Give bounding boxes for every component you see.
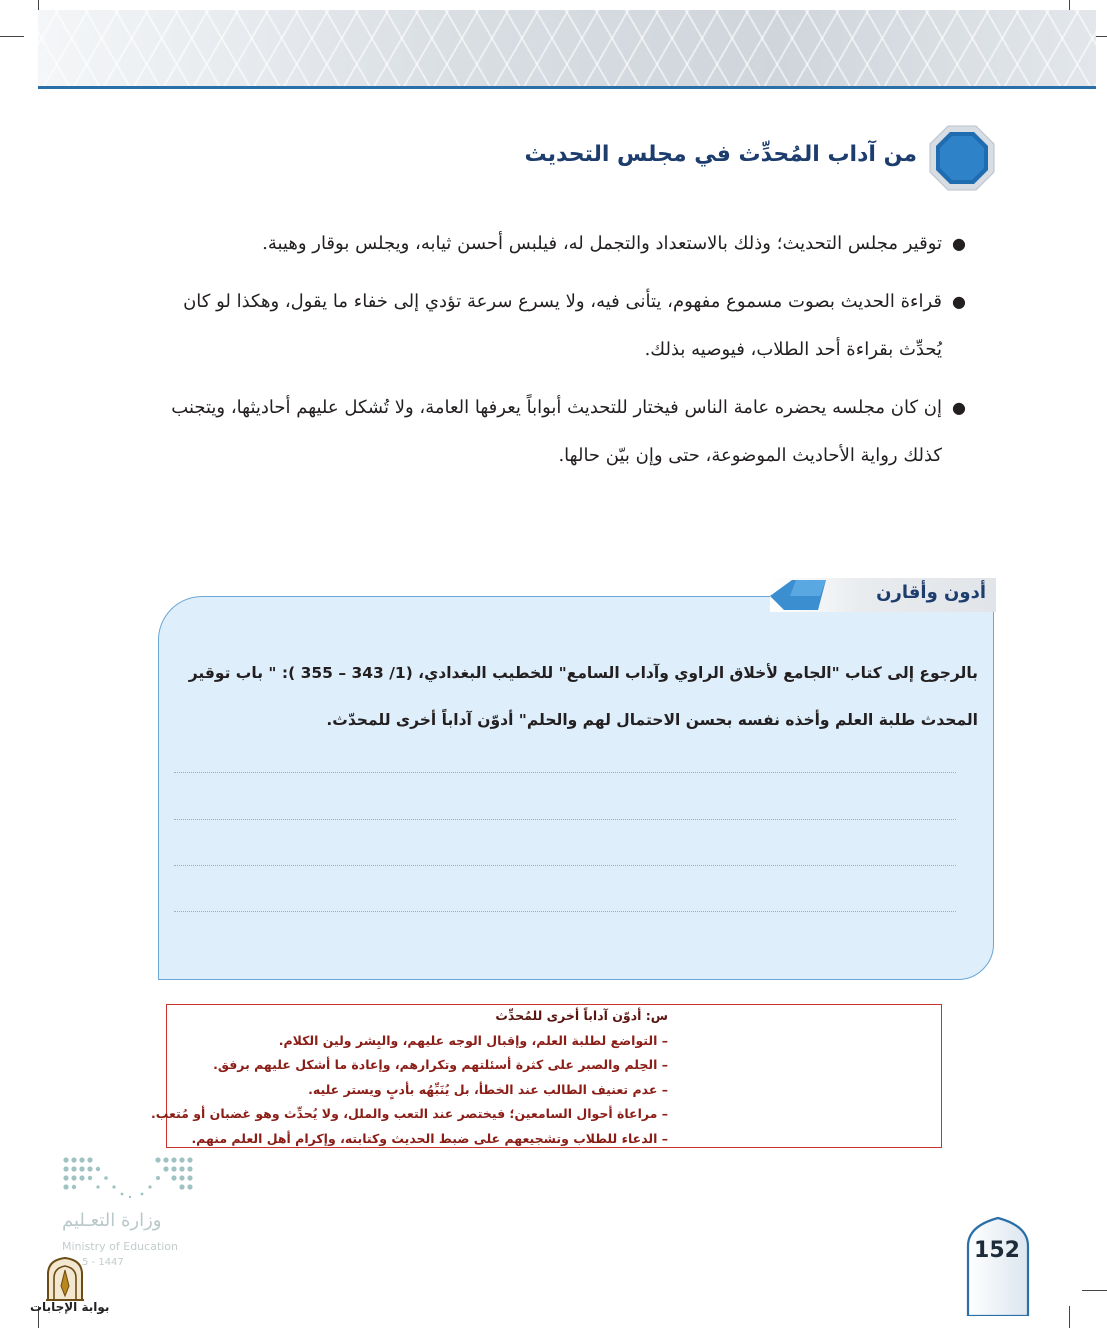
bullet-list xyxy=(150,220,970,490)
answer-writing-line[interactable] xyxy=(174,819,956,820)
bullet-icon: ● xyxy=(952,398,966,417)
activity-title: أدون وأقارن xyxy=(876,582,986,603)
ministry-name-arabic: وزارة التعـليم xyxy=(62,1210,162,1231)
list-item xyxy=(150,384,970,480)
bullet-text: توقير مجلس التحديث؛ وذلك بالاستعداد والتجمل له، فيلبس أحسن ثيابه، ويجلس بوقار وهيبة. xyxy=(262,233,942,254)
answer-item: – التواضع لطلبة العلم، وإقبال الوجه عليهم، والبِشر ولين الكلام. xyxy=(278,1032,668,1048)
answer-item: – مراعاة أحوال السامعين؛ فيختصر عند التعب والملل، ولا يُحدِّث وهو غضبان أو مُتعب. xyxy=(151,1106,668,1121)
answer-item: – الحِلم والصبر على كثرة أسئلتهم وتكرارهم، وإعادة ما أشكل عليهم برفق. xyxy=(213,1057,668,1072)
answer-writing-line[interactable] xyxy=(174,772,956,773)
answer-text xyxy=(151,1004,668,1151)
activity-prompt-line: المحدث طلبة العلم وأخذه نفسه بحسن الاحتمال لهم والحلم" أدوّن آداباً أخرى للمحدّث. xyxy=(326,711,978,729)
ministry-year: 5 - 1447 xyxy=(82,1257,124,1268)
crop-mark xyxy=(0,36,24,37)
activity-prompt xyxy=(172,650,978,744)
page-header-banner xyxy=(38,10,1096,86)
list-item xyxy=(150,220,970,268)
list-item xyxy=(150,278,970,374)
ministry-logo-icon xyxy=(62,1156,198,1204)
bullet-icon: ● xyxy=(952,234,966,253)
page-number-tab xyxy=(966,1216,1030,1320)
answer-writing-line[interactable] xyxy=(174,865,956,866)
portal-logo-icon xyxy=(44,1256,86,1306)
page-number: 152 xyxy=(974,1238,1020,1263)
bullet-icon: ● xyxy=(952,292,966,311)
crop-mark xyxy=(1069,1306,1070,1328)
octagon-icon xyxy=(928,124,996,192)
ministry-name-english: Ministry of Education xyxy=(62,1240,179,1253)
answer-item: – عدم تعنيف الطالب عند الخطأ، بل يُنَبِّهُه بأدبٍ ويستر عليه. xyxy=(308,1081,668,1097)
header-divider xyxy=(38,86,1096,89)
answer-item: – الدعاء للطلاب وتشجيعهم على ضبط الحديث وكتابته، وإكرام أهل العلم منهم. xyxy=(191,1130,668,1146)
activity-prompt-line: بالرجوع إلى كتاب "الجامع لأخلاق الراوي وآداب السامع" للخطيب البغدادي، (1/ 343 – 355 ): " باب توقير xyxy=(188,664,978,682)
answer-question: س: أدوّن آداباً أخرى للمُحدِّث xyxy=(495,1008,668,1023)
crop-mark xyxy=(1082,1290,1107,1291)
answer-writing-line[interactable] xyxy=(174,911,956,912)
portal-label: بوابة الإجابات xyxy=(30,1300,110,1314)
section-title: من آداب المُحدِّث في مجلس التحديث xyxy=(524,142,917,167)
bullet-text: قراءة الحديث بصوت مسموع مفهوم، يتأنى فيه، ولا يسرع سرعة تؤدي إلى خفاء ما يقول، وهكذا لو كان يُحدِّث بقراءة أحد الطلاب، فيوصيه بذلك. xyxy=(183,291,942,360)
bullet-text: إن كان مجلسه يحضره عامة الناس فيختار للتحديث أبواباً يعرفها العامة، ولا تُشكل عليهم أحاديثها، ويتجنب كذلك رواية الأحاديث الموضوعة، حتى وإن بيّن حالها. xyxy=(171,397,942,466)
